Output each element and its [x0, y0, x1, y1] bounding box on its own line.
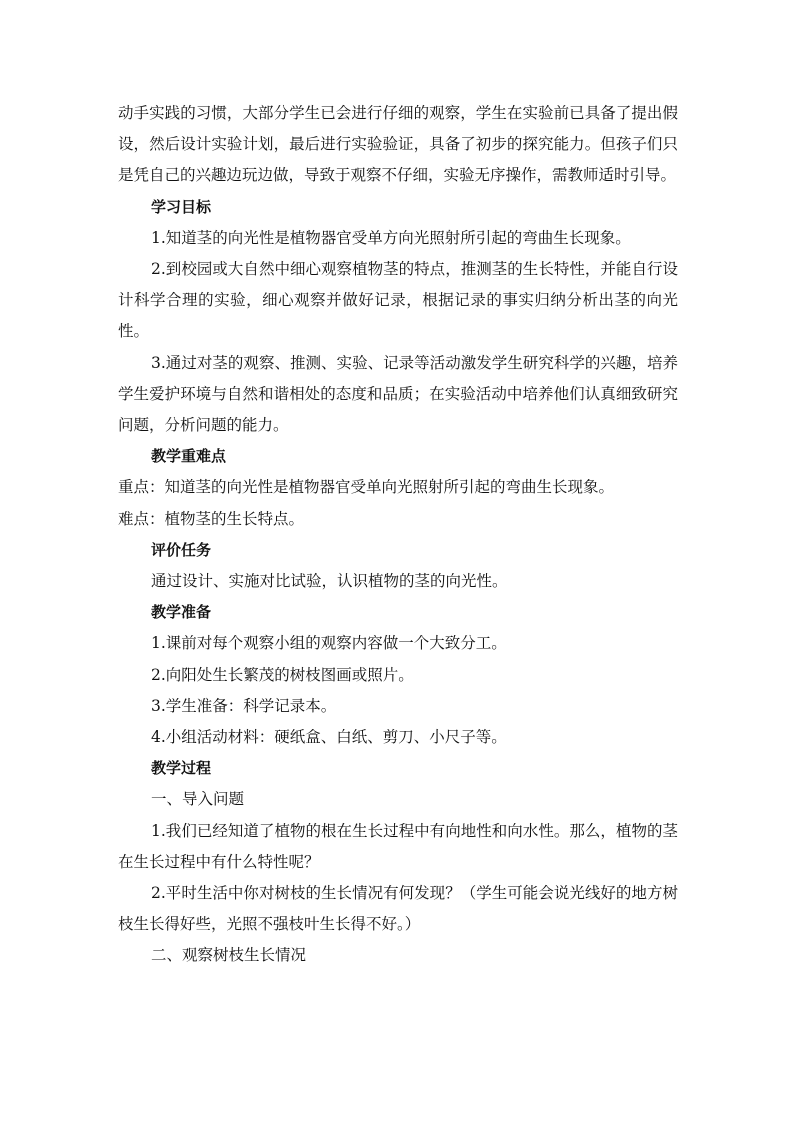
preparation-heading: 教学准备: [151, 603, 212, 622]
document-body: [118, 98, 678, 972]
preparation-item-1: 1.课前对每个观察小组的观察内容做一个大致分工。: [151, 634, 507, 653]
process-section-1-title: 一、导入问题: [151, 790, 245, 809]
objective-item-1: 1.知道茎的向光性是植物器官受单方向光照射所引起的弯曲生长现象。: [151, 228, 631, 247]
intro-paragraph: 动手实践的习惯，大部分学生已会进行仔细的观察，学生在实验前已具备了提出假设，然后设计实验计划，最后进行实验验证，具备了初步的探究能力。但孩子们只是凭自己的兴趣边玩边做，导致于观察不仔细，实验无序操作，需教师适时引导。: [118, 104, 678, 185]
process-heading: 教学过程: [151, 759, 212, 778]
objectives-heading: 学习目标: [151, 197, 212, 216]
preparation-item-4: 4.小组活动材料：硬纸盒、白纸、剪刀、小尺子等。: [151, 728, 507, 747]
key-point-focus: 重点：知道茎的向光性是植物器官受单向光照射所引起的弯曲生长现象。: [118, 478, 615, 497]
preparation-item-3: 3.学生准备：科学记录本。: [151, 696, 337, 715]
process-section-2-title: 二、观察树枝生长情况: [151, 946, 307, 965]
preparation-item-2: 2.向阳处生长繁茂的树枝图画或照片。: [151, 665, 414, 684]
evaluation-text: 通过设计、实施对比试验，认识植物的茎的向光性。: [151, 572, 508, 591]
key-point-difficulty: 难点：植物茎的生长特点。: [118, 509, 305, 528]
key-points-heading: 教学重难点: [151, 447, 227, 466]
process-section-1-item-2: 2.平时生活中你对树枝的生长情况有何发现？（学生可能会说光线好的地方树枝生长得好些，光照不强枝叶生长得不好。）: [118, 884, 678, 934]
objective-item-3: 3.通过对茎的观察、推测、实验、记录等活动激发学生研究科学的兴趣，培养学生爱护环境与自然和谐相处的态度和品质；在实验活动中培养他们认真细致研究问题，分析问题的能力。: [118, 353, 678, 435]
process-section-1-item-1: 1.我们已经知道了植物的根在生长过程中有向地性和向水性。那么，植物的茎在生长过程中有什么特性呢？: [118, 821, 678, 871]
objective-item-2: 2.到校园或大自然中细心观察植物茎的特点，推测茎的生长特性，并能自行设计科学合理的实验，细心观察并做好记录，根据记录的事实归纳分析出茎的向光性。: [118, 260, 678, 341]
evaluation-heading: 评价任务: [151, 540, 212, 559]
